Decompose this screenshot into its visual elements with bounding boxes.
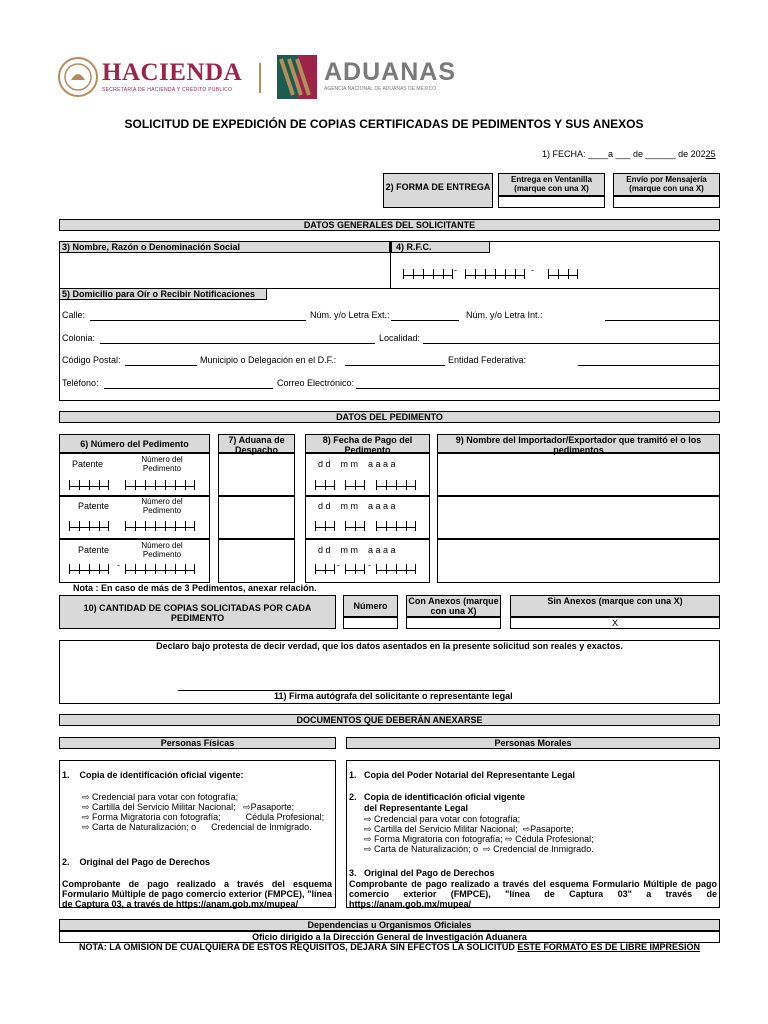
pf-comprobante: Comprobante de pago realizado a través del esquema Formulario Múltiple de pago comercio exterior (FMPCE), "línea de Captura 03, a través de https://anam.gob.mx/mupea/ bbox=[62, 879, 332, 909]
pm-item-3: 3. Original del Pago de Derechos bbox=[349, 868, 495, 878]
pf-item-1: 1. Copia de identificación oficial vigente: bbox=[62, 770, 244, 780]
footer-note bbox=[59, 942, 720, 952]
ventanilla-label: Entrega en Ventanilla (marque con una X) bbox=[498, 173, 605, 196]
pf-id-item: ⇨ Carta de Naturalización; o Credencial de Inmigrado. bbox=[82, 822, 312, 832]
num-ext-label: Núm. y/o Letra Ext.: bbox=[310, 310, 390, 320]
nombre-label: 3) Nombre, Razón o Denominación Social bbox=[59, 241, 390, 253]
personas-fisicas-header: Personas Físicas bbox=[59, 737, 336, 749]
patente-label: Patente bbox=[72, 459, 104, 469]
omision-note: NOTA: LA OMISIÓN DE CUALQUIERA DE ESTOS REQUISITOS, DEJARÁ SIN EFECTOS LA SOLICITUD bbox=[78, 942, 515, 952]
patente-digits[interactable] bbox=[69, 518, 109, 528]
fecha-format-label: d d m m a a a a bbox=[318, 501, 396, 511]
mensajeria-checkbox[interactable] bbox=[613, 196, 720, 208]
numero-digits[interactable] bbox=[125, 477, 195, 487]
aduanas-logo-text: ADUANAS bbox=[324, 58, 456, 86]
pf-id-list bbox=[82, 792, 332, 832]
colonia-input[interactable] bbox=[100, 343, 375, 344]
pf-id-item: ⇨ Credencial para votar con fotografía; bbox=[82, 792, 239, 802]
dependencias-header: Dependencias u Organismos Oficiales bbox=[59, 919, 720, 931]
pm-id-item: ⇨ Cartilla del Servicio Militar Nacional; ⇨Pasaporte; bbox=[364, 824, 574, 834]
oficio-text: Oficio dirigido a la Dirección General de Investigación Aduanera bbox=[59, 931, 720, 943]
cp-input[interactable] bbox=[125, 365, 197, 366]
col-importador: 9) Nombre del Importador/Exportador que tramitó el o los pedimentos bbox=[437, 434, 720, 453]
pf-id-item: ⇨ Cartilla del Servicio Militar Nacional; ⇨Pasaporte; bbox=[82, 802, 295, 812]
nota-pedimentos: Nota : En caso de más de 3 Pedimentos, anexar relación. bbox=[73, 583, 317, 593]
con-anexos-checkbox[interactable] bbox=[406, 617, 501, 629]
num-int-label: Núm. y/o Letra Int.: bbox=[466, 310, 543, 320]
cp-label: Código Postal: bbox=[62, 355, 121, 365]
form-title: SOLICITUD DE EXPEDICIÓN DE COPIAS CERTIFICADAS DE PEDIMENTOS Y SUS ANEXOS bbox=[124, 117, 644, 131]
logo-divider bbox=[259, 63, 261, 93]
declaracion-text: Declaro bajo protesta de decir verdad, que los datos asentados en la presente solicitud son reales y exactos. bbox=[156, 641, 623, 651]
rfc-label: 4) R.F.C. bbox=[391, 241, 490, 253]
col-aduana-despacho: 7) Aduana de Despacho bbox=[218, 434, 295, 453]
calle-input[interactable] bbox=[90, 320, 306, 321]
section-datos-pedimento: DATOS DEL PEDIMENTO bbox=[59, 411, 720, 423]
hacienda-logo-text: HACIENDA bbox=[102, 59, 243, 86]
aduanas-subtitle: AGENCIA NACIONAL DE ADUANAS DE MÉXICO bbox=[324, 86, 437, 92]
localidad-label: Localidad: bbox=[379, 333, 421, 343]
pm-id-item: ⇨ Forma Migratoria con fotografía; ⇨ Cédula Profesional; bbox=[364, 834, 594, 844]
pm-item-2: 2. Copia de identificación oficial vigente bbox=[349, 792, 526, 802]
patente-digits[interactable] bbox=[69, 477, 109, 487]
numero-input[interactable] bbox=[343, 617, 398, 629]
localidad-input[interactable] bbox=[423, 343, 719, 344]
ventanilla-checkbox[interactable] bbox=[498, 196, 605, 208]
patente-label: Patente bbox=[78, 501, 110, 511]
pm-item-2b: del Representante Legal bbox=[364, 803, 469, 813]
pm-id-item: ⇨ Credencial para votar con fotografía; bbox=[364, 814, 521, 824]
num-int-input[interactable] bbox=[605, 320, 719, 321]
numero-label: Número bbox=[343, 595, 398, 617]
mensajeria-label: Envío por Mensajería (marque con una X) bbox=[613, 173, 720, 196]
entidad-input[interactable] bbox=[578, 365, 719, 366]
pf-item-2: 2. Original del Pago de Derechos bbox=[62, 857, 211, 867]
forma-entrega-label: 2) FORMA DE ENTREGA bbox=[383, 173, 493, 208]
patente-digits[interactable] bbox=[69, 561, 109, 571]
hacienda-subtitle: SECRETARÍA DE HACIENDA Y CRÉDITO PÚBLICO bbox=[102, 87, 233, 93]
sin-anexos-checkbox[interactable]: X bbox=[510, 617, 720, 629]
hacienda-seal-icon bbox=[58, 56, 98, 98]
entidad-label: Entidad Federativa: bbox=[448, 355, 527, 365]
fecha-format-label: d d m m a a a a bbox=[318, 545, 396, 555]
importador-cell-1[interactable] bbox=[437, 453, 720, 496]
numero-digits[interactable] bbox=[125, 518, 195, 528]
numero-digits[interactable] bbox=[125, 561, 195, 571]
importador-cell-2[interactable] bbox=[437, 496, 720, 539]
aduana-cell-3[interactable] bbox=[218, 539, 295, 583]
pf-id-item: ⇨ Forma Migratoria con fotografía; Cédula Profesional; bbox=[82, 812, 325, 822]
colonia-label: Colonia: bbox=[62, 333, 96, 343]
domicilio-label: 5) Domicilio para Oír o Recibir Notificaciones bbox=[59, 288, 267, 300]
municipio-input[interactable] bbox=[345, 365, 445, 366]
pm-id-list bbox=[364, 814, 714, 854]
nombre-input[interactable] bbox=[62, 256, 386, 286]
libre-impresion-note: ESTE FORMATO ES DE LIBRE IMPRESIÓN bbox=[517, 942, 701, 952]
numero-del-label: Número del Pedimento bbox=[141, 497, 183, 515]
aduanas-emblem-icon bbox=[277, 55, 317, 99]
aduana-cell-1[interactable] bbox=[218, 453, 295, 496]
telefono-label: Teléfono: bbox=[62, 378, 99, 388]
col-fecha-pago: 8) Fecha de Pago del Pedimento bbox=[305, 434, 430, 453]
fecha-field[interactable] bbox=[542, 149, 716, 159]
patente-label: Patente bbox=[78, 545, 110, 555]
correo-input[interactable] bbox=[356, 388, 719, 389]
fecha-format-label: d d m m a a a a bbox=[318, 459, 396, 469]
copias-label: 10) CANTIDAD DE COPIAS SOLICITADAS POR CADA PEDIMENTO bbox=[59, 595, 336, 629]
pm-comprobante: Comprobante de pago realizado a través del esquema Formulario Múltiple de pago comercio exterior (FMPCE), "línea de Captura 03" a través de https://anam.gob.mx/mupea/ bbox=[349, 879, 717, 909]
section-documentos: DOCUMENTOS QUE DEBERÁN ANEXARSE bbox=[59, 714, 720, 726]
pm-id-item: ⇨ Carta de Naturalización; o ⇨ Credencial de Inmigrado. bbox=[364, 844, 594, 854]
numero-del-label: Número del Pedimento bbox=[141, 541, 183, 559]
section-datos-generales: DATOS GENERALES DEL SOLICITANTE bbox=[59, 219, 720, 231]
num-ext-input[interactable] bbox=[391, 320, 459, 321]
correo-label: Correo Electrónico: bbox=[277, 378, 355, 388]
telefono-input[interactable] bbox=[104, 388, 273, 389]
con-anexos-label: Con Anexos (marque con una X) bbox=[406, 595, 501, 617]
aduana-cell-2[interactable] bbox=[218, 496, 295, 539]
fecha-label: 1) FECHA: ____a ___ de ______ de 202 bbox=[542, 149, 706, 159]
firma-label: 11) Firma autógrafa del solicitante o representante legal bbox=[274, 691, 513, 701]
personas-morales-header: Personas Morales bbox=[346, 737, 720, 749]
fecha-year: 25 bbox=[705, 149, 716, 159]
sin-anexos-label: Sin Anexos (marque con una X) bbox=[510, 595, 720, 617]
numero-del-label: Número del Pedimento bbox=[141, 455, 183, 473]
calle-label: Calle: bbox=[62, 310, 86, 320]
col-numero-pedimento: 6) Número del Pedimento bbox=[59, 434, 210, 453]
importador-cell-3[interactable] bbox=[437, 539, 720, 583]
municipio-label: Municipio o Delegación en el D.F.: bbox=[200, 355, 337, 365]
pm-item-1: 1. Copia del Poder Notarial del Representante Legal bbox=[349, 770, 576, 780]
